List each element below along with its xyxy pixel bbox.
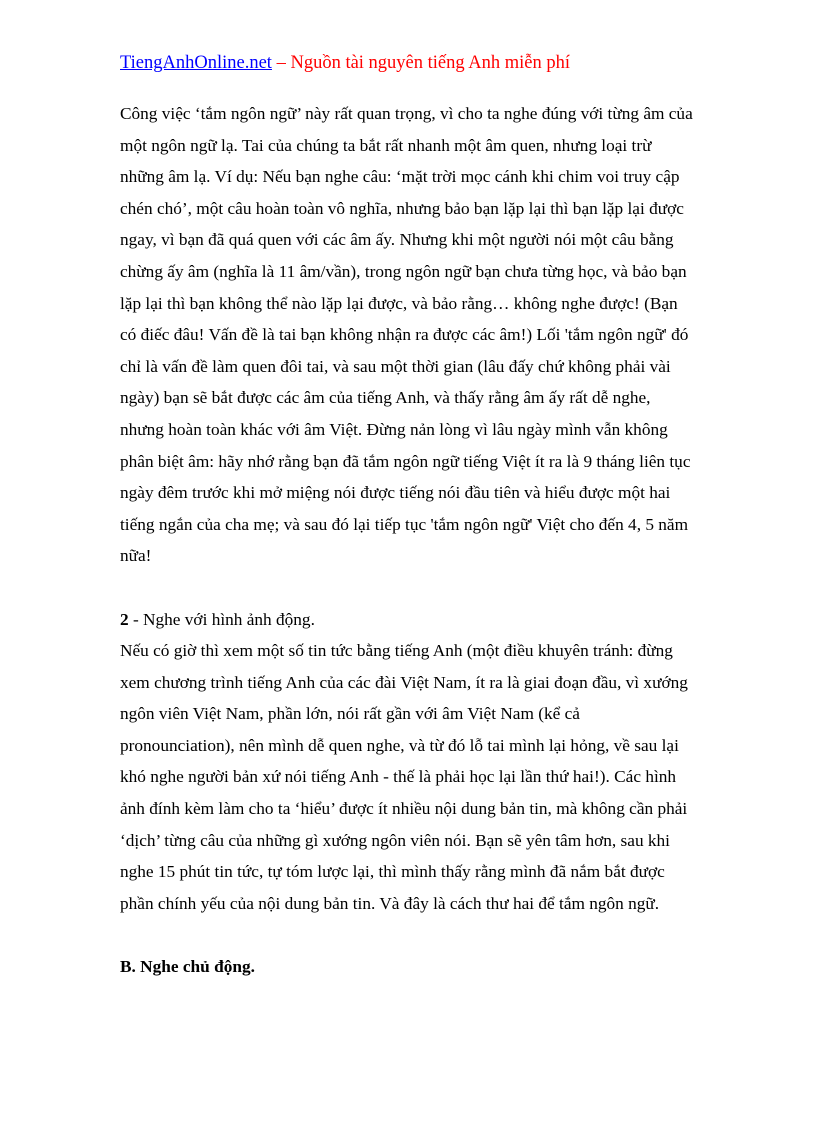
text-line: nghe 15 phút tin tức, tự tóm lược lại, thì mình thấy rằng mình đã nắm bắt được [120, 862, 665, 882]
text-line: một ngôn ngữ lạ. Tai của chúng ta bắt rất nhanh một âm quen, nhưng loại trừ [120, 135, 652, 155]
text-line: nhưng hoàn toàn khác với âm Việt. Đừng nản lòng vì lâu ngày mình vẫn không [120, 419, 668, 439]
text-line: ngay, vì bạn đã quá quen với các âm ấy. Nhưng khi một người nói một câu bằng [120, 230, 674, 250]
text-line: khó nghe người bản xứ nói tiếng Anh - thế là phải học lại lần thứ hai!). Các hình [120, 767, 677, 787]
text-line: ngày) bạn sẽ bắt được các âm của tiếng Anh, và thấy rằng âm ấy rất dễ nghe, [120, 388, 651, 408]
section-2-heading [120, 604, 702, 636]
text-line: chừng ấy âm (nghĩa là 11 âm/vần), trong ngôn ngữ bạn chưa từng học, và bảo bạn [120, 261, 687, 281]
text-line: ‘dịch’ từng câu của những gì xướng ngôn viên nói. Bạn sẽ yên tâm hơn, sau khi [120, 830, 670, 850]
document-page [120, 48, 702, 983]
text-line: tiếng ngắn của cha mẹ; và sau đó lại tiếp tục 'tắm ngôn ngữ' Việt cho đến 4, 5 năm [120, 514, 689, 534]
text-line: phần chính yếu của nội dung bản tin. Và đây là cách thư hai để tắm ngôn ngữ. [120, 893, 660, 913]
section-b-heading: B. Nghe chủ động. [120, 957, 255, 977]
paragraph-hinh-anh-dong [120, 635, 702, 919]
text-line: có điếc đâu! Vấn đề là tai bạn không nhận ra được các âm!) Lối 'tắm ngôn ngữ' đó [120, 325, 689, 345]
page-header [120, 48, 702, 78]
text-line: chén chó’, một câu hoàn toàn vô nghĩa, nhưng bảo bạn lặp lại thì bạn lặp lại được [120, 198, 684, 218]
header-tagline: Nguồn tài nguyên tiếng Anh miễn phí [290, 53, 570, 73]
site-link[interactable]: TiengAnhOnline.net [120, 53, 272, 73]
section-title: - Nghe với hình ảnh động. [128, 609, 315, 629]
text-line: nữa! [120, 546, 152, 566]
text-line: ảnh đính kèm làm cho ta ‘hiểu’ được ít nhiều nội dung bản tin, mà không cần phải [120, 799, 688, 819]
section-number: 2 [120, 609, 129, 629]
section-2-title-line [120, 604, 702, 636]
paragraph-gap [120, 572, 702, 604]
text-line: lặp lại thì bạn không thể nào lặp lại được, và bảo rằng… không nghe được! (Bạn [120, 293, 678, 313]
text-line: những âm lạ. Ví dụ: Nếu bạn nghe câu: ‘mặt trời mọc cánh khi chim voi truy cập [120, 167, 680, 187]
text-line: ngôn viên Việt Nam, phần lớn, nói rất gần với âm Việt Nam (kể cả [120, 704, 580, 724]
text-line: ngày đêm trước khi mở miệng nói được tiếng nói đầu tiên và hiểu được một hai [120, 483, 671, 503]
text-line: pronounciation), nên mình dễ quen nghe, và từ đó lỗ tai mình lại hỏng, về sau lại [120, 735, 679, 755]
header-separator: – [271, 53, 291, 73]
text-line: Công việc ‘tắm ngôn ngữ’ này rất quan trọng, vì cho ta nghe đúng với từng âm của [120, 104, 693, 123]
text-line: phân biệt âm: hãy nhớ rằng bạn đã tắm ngôn ngữ tiếng Việt ít ra là 9 tháng liên tục [120, 451, 691, 471]
text-line: Nếu có giờ thì xem một số tin tức bằng tiếng Anh (một điều khuyên tránh: đừng [120, 641, 673, 661]
paragraph-tam-ngon-ngu [120, 98, 702, 572]
paragraph-gap [120, 919, 702, 951]
text-line: xem chương trình tiếng Anh của các đài Việt Nam, ít ra là giai đoạn đầu, vì xướng [120, 672, 688, 692]
text-line: chỉ là vấn đề làm quen đôi tai, và sau một thời gian (lâu đấy chứ không phải vài [120, 356, 671, 376]
